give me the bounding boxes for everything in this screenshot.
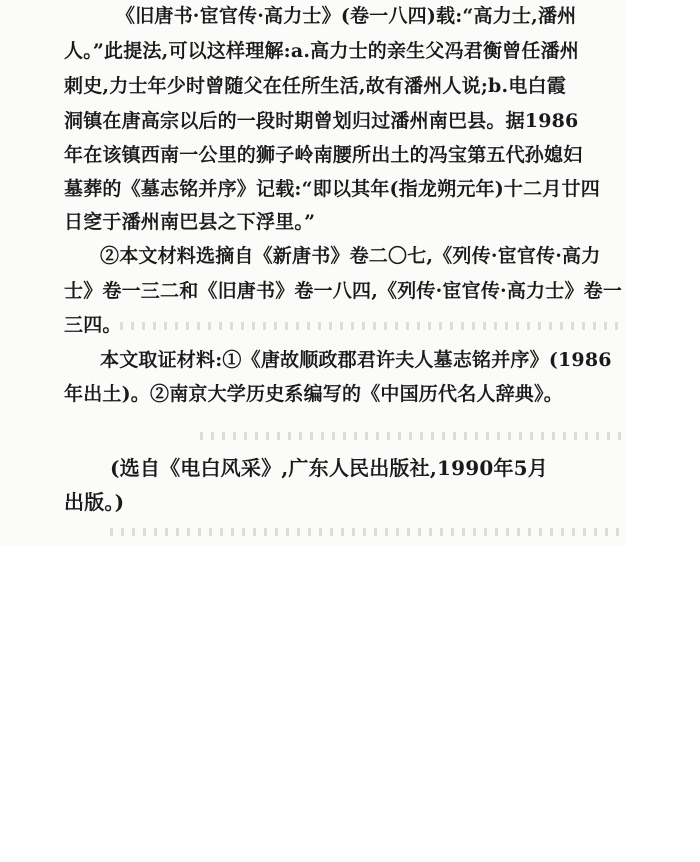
text-line-10: 三四。 bbox=[64, 314, 122, 336]
text-line-6: 墓葬的《墓志铭并序》记载:“即以其年(指龙朔元年)十二月廿四 bbox=[64, 178, 600, 200]
text-line-14: 出版。) bbox=[64, 490, 125, 514]
text-line-4: 洞镇在唐高宗以后的一段时期曾划归过潘州南巴县。据1986 bbox=[64, 110, 579, 132]
text-line-5: 年在该镇西南一公里的狮子岭南腰所出土的冯宝第五代孙媳妇 bbox=[64, 144, 583, 166]
text-line-2: 人。”此提法,可以这样理解:a.高力士的亲生父冯君衡曾任潘州 bbox=[64, 40, 579, 62]
text-line-8: ②本文材料选摘自《新唐书》卷二〇七,《列传·宦官传·高力 bbox=[100, 245, 601, 267]
text-line-1: 《旧唐书·宦官传·高力士》(卷一八四)载:“高力士,潘州 bbox=[116, 5, 577, 27]
text-line-9: 士》卷一三二和《旧唐书》卷一八四,《列传·宦官传·高力士》卷一 bbox=[64, 280, 623, 302]
text-line-3: 刺史,力士年少时曾随父在任所生活,故有潘州人说;b.电白霞 bbox=[64, 75, 566, 97]
text-line-11: 本文取证材料:①《唐故顺政郡君许夫人墓志铭并序》(1986 bbox=[100, 349, 612, 371]
text-line-13: (选自《电白风采》,广东人民出版社,1990年5月 bbox=[110, 456, 548, 480]
scan-noise bbox=[110, 528, 625, 536]
scan-noise bbox=[200, 432, 625, 440]
scan-noise bbox=[120, 322, 625, 330]
text-line-12: 年出土)。②南京大学历史系编写的《中国历代名人辞典》。 bbox=[64, 383, 563, 405]
text-line-7: 日窆于潘州南巴县之下浮里。” bbox=[64, 211, 316, 233]
